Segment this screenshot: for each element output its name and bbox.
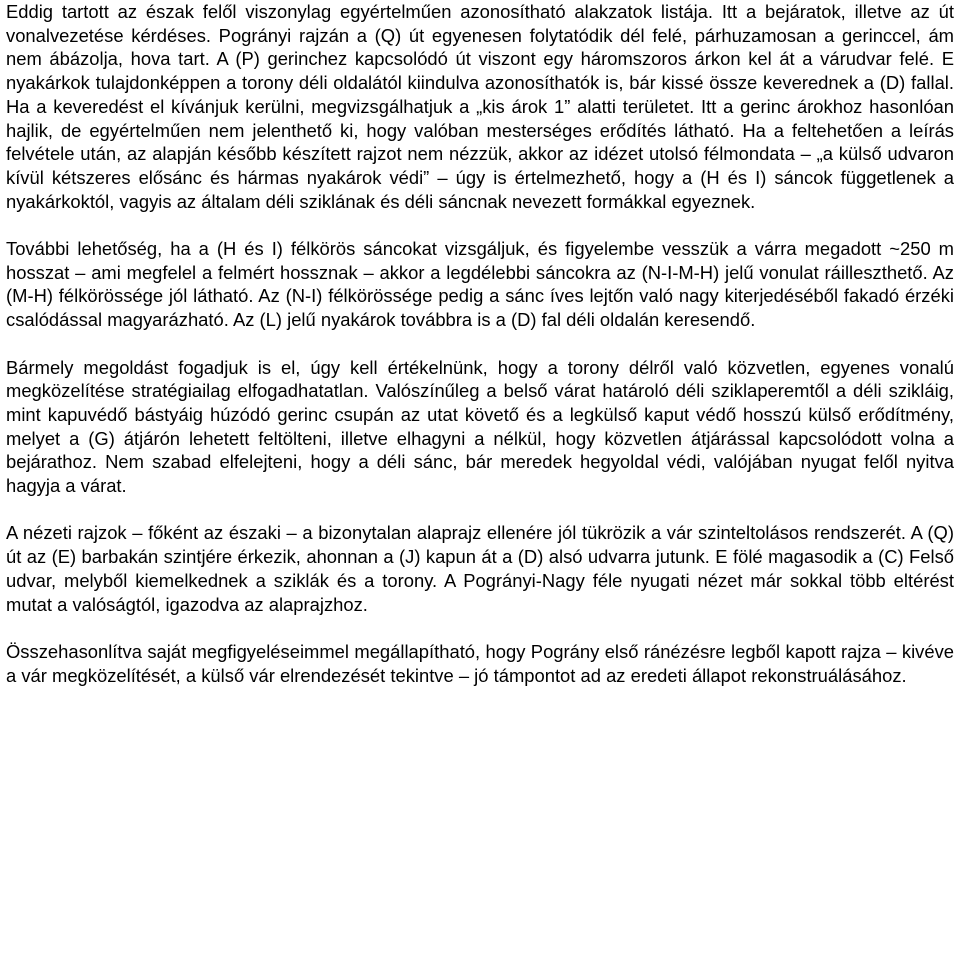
- paragraph-3: Bármely megoldást fogadjuk is el, úgy kell értékelnünk, hogy a torony délről való közvetlen, egyenes vonalú megközelítése stratégiailag elfogadhatatlan. Valószínűleg a belső várat határoló déli sziklaperemtől a déli szikláig, mint kapuvédő bástyáig húzódó gerinc csupán az utat követő és a legkülső kaput védő hosszú külső erődítmény, melyet a (G) átjárón lehetett feltölteni, illetve elhagyni a nélkül, hogy közvetlen átjárással kapcsolódott volna a bejárathoz. Nem szabad elfelejteni, hogy a déli sánc, bár meredek hegyoldal védi, valójában nyugat felől nyitva hagyja a várat.: [6, 356, 954, 497]
- paragraph-2: További lehetőség, ha a (H és I) félkörös sáncokat vizsgáljuk, és figyelembe vesszük a várra megadott ~250 m hosszat – ami megfelel a felmért hossznak – akkor a legdélebbi sáncokra az (N-I-M-H) jelű vonulat ráilleszthető. Az (M-H) félkörössége jól látható. Az (N-I) félkörössége pedig a sánc íves lejtőn való nagy kiterjedéséből fakadó érzéki csalódással magyarázható. Az (L) jelű nyakárok továbbra is a (D) fal déli oldalán keresendő.: [6, 238, 954, 331]
- paragraph-4: A nézeti rajzok – főként az északi – a bizonytalan alaprajz ellenére jól tükrözik a vár szinteltolásos rendszerét. A (Q) út az (E) barbakán szintjére érkezik, ahonnan a (J) kapun át a (D) alsó udvarra jutunk. E fölé magasodik a (C) Felső udvar, melyből kiemelkednek a sziklák és a torony. A Pogrányi-Nagy féle nyugati nézet már sokkal több eltérést mutat a valóságtól, igazodva az alaprajzhoz.: [6, 522, 954, 615]
- paragraph-1: Eddig tartott az észak felől viszonylag egyértelműen azonosítható alakzatok listája. Itt a bejáratok, illetve az út vonalvezetése kérdéses. Pogrányi rajzán a (Q) út egyenesen folytatódik dél felé, párhuzamosan a gerinccel, ám nem ábázolja, hova tart. A (P) gerinchez kapcsolódó út viszont egy háromszoros árkon kel át a várudvar felé. E nyakárkok tulajdonképpen a torony déli oldalától kiindulva azonosíthatók is, bár kissé össze keverednek a (D) fallal. Ha a keveredést el kívánjuk kerülni, megvizsgálhatjuk a „kis árok 1” alatti területet. Itt a gerinc árokhoz hasonlóan hajlik, de egyértelműen nem jelenthető ki, hogy valóban mesterséges erődítés látható. Ha a feltehetően a leírás felvétele után, az alapján később készített rajzot nem nézzük, akkor az idézet utolsó félmondata – „a külső udvaron kívül kétszeres elősánc és hármas nyakárok védi” – úgy is értelmezhető, hogy a (H és I) sáncok függetlenek a nyakárkoktól, vagyis az általam déli sziklának és déli sáncnak nevezett formákkal egyeznek.: [6, 1, 954, 212]
- paragraph-5: Összehasonlítva saját megfigyeléseimmel megállapítható, hogy Pográny első ránézésre legből kapott rajza – kivéve a vár megközelítését, a külső vár elrendezését tekintve – jó támpontot ad az eredeti állapot rekonstruálásához.: [6, 640, 954, 686]
